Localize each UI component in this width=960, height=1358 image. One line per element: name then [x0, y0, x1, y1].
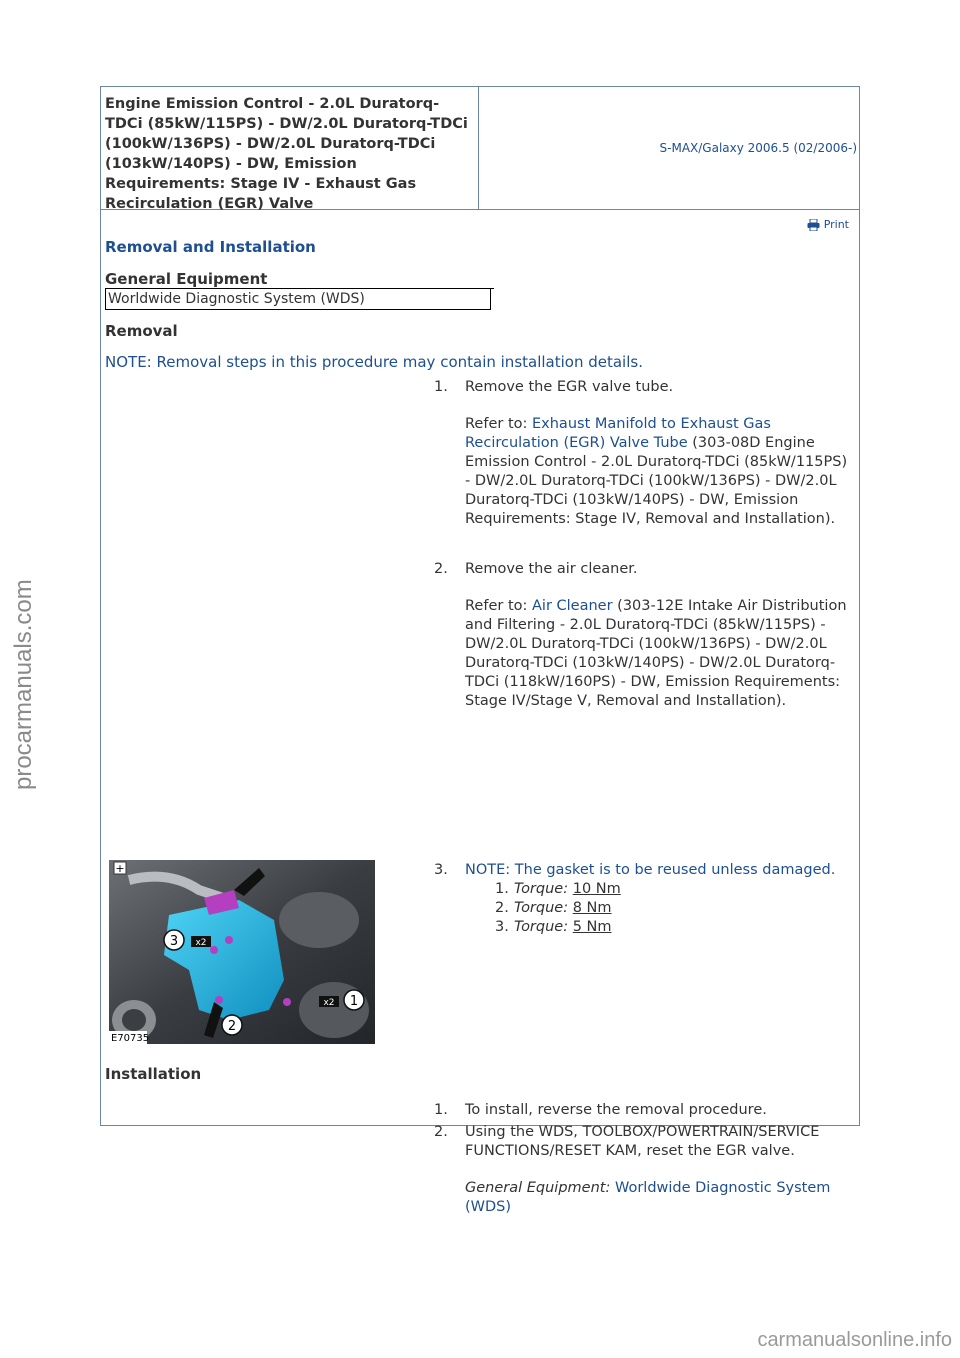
step-number: 1. — [434, 379, 448, 395]
refer-rest: (303-12E Intake Air Distribution and Filtering - 2.0L Duratorq-TDCi (85kW/115PS) - DW/2.0L Duratorq-TDCi (100kW/136PS) - DW/2.0L Duratorq-TDCi (103kW/140PS) - DW/2.0L Duratorq-TDCi (118kW/160PS) - DW, Emission Requirements: Stage IV/Stage V, Removal and Installation). — [465, 598, 847, 709]
callout-3: 3 — [169, 934, 179, 949]
torque-item — [495, 918, 854, 937]
torque-label: Torque: — [514, 881, 569, 897]
step-number: 2. — [434, 561, 448, 577]
installation-step-2 — [434, 1123, 854, 1217]
print-button[interactable] — [807, 218, 849, 231]
removal-note: NOTE: Removal steps in this procedure may contain installation details. — [105, 353, 643, 371]
general-equipment-heading: General Equipment — [105, 270, 268, 288]
model-label: S-MAX/Galaxy 2006.5 (02/2006-) — [659, 141, 857, 155]
printer-icon — [807, 219, 820, 231]
print-label: Print — [823, 218, 849, 231]
refer-prefix: Refer to: — [465, 598, 532, 614]
page-title: Engine Emission Control - 2.0L Duratorq-TDCi (85kW/115PS) - DW/2.0L Duratorq-TDCi (100kW/136PS) - DW/2.0L Duratorq-TDCi (103kW/140PS) - DW, Emission Requirements: Stage IV - Exhaust Gas Recirculation (EGR) Valve — [101, 87, 479, 209]
air-cleaner-link[interactable]: Air Cleaner — [532, 598, 613, 614]
step-number: 1. — [434, 1102, 448, 1118]
egr-valve-illustration — [109, 860, 375, 1044]
installation-heading: Installation — [105, 1065, 202, 1083]
document-body — [101, 210, 859, 1215]
equipment-label: General Equipment: — [465, 1180, 611, 1196]
step-reference — [465, 415, 854, 529]
multiplier-label: x2 — [195, 938, 207, 948]
torque-value: 5 Nm — [572, 919, 612, 935]
step-number: 2. — [434, 1124, 448, 1140]
gasket-note: NOTE: The gasket is to be reused unless damaged. — [465, 862, 836, 878]
step-number: 3. — [434, 862, 448, 878]
torque-item — [495, 899, 854, 918]
figure-code: E70735 — [111, 1033, 150, 1044]
equipment-reference — [465, 1179, 854, 1217]
document-header — [101, 87, 859, 210]
torque-label: Torque: — [514, 919, 569, 935]
multiplier-label: x2 — [323, 998, 335, 1008]
torque-item — [495, 880, 854, 899]
document-panel — [100, 86, 860, 1215]
svg-text:+: + — [115, 862, 125, 875]
general-equipment-item: Worldwide Diagnostic System (WDS) — [105, 288, 491, 310]
torque-number: 3. — [495, 919, 509, 935]
removal-heading: Removal — [105, 322, 178, 340]
step-text: Using the WDS, TOOLBOX/POWERTRAIN/SERVICE FUNCTIONS/RESET KAM, reset the EGR valve. — [465, 1124, 820, 1159]
callout-1: 1 — [349, 994, 359, 1009]
removal-step-3 — [434, 861, 854, 937]
section-title: Removal and Installation — [105, 238, 316, 256]
refer-prefix: Refer to: — [465, 416, 532, 432]
torque-value: 10 Nm — [572, 881, 621, 897]
torque-number: 1. — [495, 881, 509, 897]
side-watermark: procarmanuals.com — [10, 579, 37, 790]
step-text: Remove the EGR valve tube. — [465, 379, 674, 395]
removal-step-1 — [434, 378, 854, 529]
bottom-watermark: carmanualsonline.info — [757, 1329, 952, 1351]
wds-link[interactable]: Worldwide Diagnostic System (WDS) — [465, 1180, 831, 1215]
torque-number: 2. — [495, 900, 509, 916]
step-text: Remove the air cleaner. — [465, 561, 638, 577]
step-text: To install, reverse the removal procedure. — [465, 1102, 767, 1118]
callout-2: 2 — [227, 1019, 237, 1034]
installation-step-1 — [434, 1101, 854, 1120]
exhaust-manifold-link[interactable]: Exhaust Manifold to Exhaust Gas Recirculation (EGR) Valve Tube — [465, 416, 771, 451]
refer-rest: (303-08D Engine Emission Control - 2.0L Duratorq-TDCi (85kW/115PS) - DW/2.0L Duratorq-TDCi (100kW/136PS) - DW/2.0L Duratorq-TDCi (103kW/140PS) - DW, Emission Requirements: Stage IV, Removal and Installation). — [465, 435, 848, 527]
step-reference — [465, 597, 854, 711]
removal-step-2 — [434, 560, 854, 711]
torque-value: 8 Nm — [572, 900, 612, 916]
torque-label: Torque: — [514, 900, 569, 916]
